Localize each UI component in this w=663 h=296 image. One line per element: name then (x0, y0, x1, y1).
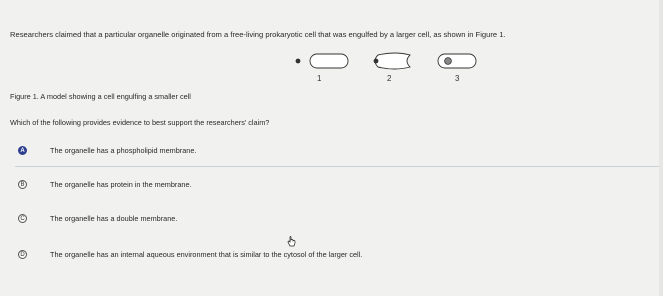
large-cell-stage-3 (438, 54, 476, 68)
large-cell-stage-1 (310, 54, 348, 68)
small-cell-stage-1 (296, 59, 301, 64)
figure-label-3: 3 (455, 74, 460, 83)
answer-choice-c[interactable] (18, 207, 658, 229)
answer-choice-a[interactable] (18, 139, 658, 161)
choice-text-d: The organelle has an internal aqueous environment that is similar to the cytosol of the larger cell. (50, 249, 363, 259)
choice-text-c: The organelle has a double membrane. (50, 213, 178, 223)
scrollbar[interactable] (659, 0, 663, 296)
choice-letter-c: C (18, 214, 27, 223)
choice-letter-a: A (18, 146, 27, 155)
figure-1 (290, 50, 490, 90)
question-stem: Researchers claimed that a particular organelle originated from a free-living prokaryotic cell that was engulfed by a larger cell, as shown in Figure 1. (10, 30, 506, 39)
figure-label-1: 1 (317, 74, 322, 83)
engulfing-diagram (290, 50, 490, 90)
choice-letter-d: D (18, 250, 27, 259)
small-cell-stage-2 (374, 59, 379, 64)
answer-choice-b[interactable] (18, 173, 658, 195)
answer-choice-d[interactable] (18, 243, 658, 265)
choice-letter-b: B (18, 180, 27, 189)
choice-text-b: The organelle has protein in the membrane. (50, 179, 192, 189)
question-prompt: Which of the following provides evidence to best support the researchers' claim? (10, 118, 270, 127)
choice-text-a: The organelle has a phospholipid membrane. (50, 145, 197, 155)
figure-caption: Figure 1. A model showing a cell engulfing a smaller cell (10, 92, 191, 101)
figure-label-2: 2 (387, 74, 392, 83)
pointer-hand-icon (286, 236, 296, 248)
organelle-stage-3 (445, 58, 452, 65)
large-cell-stage-2 (375, 53, 410, 69)
choice-divider (15, 166, 660, 167)
